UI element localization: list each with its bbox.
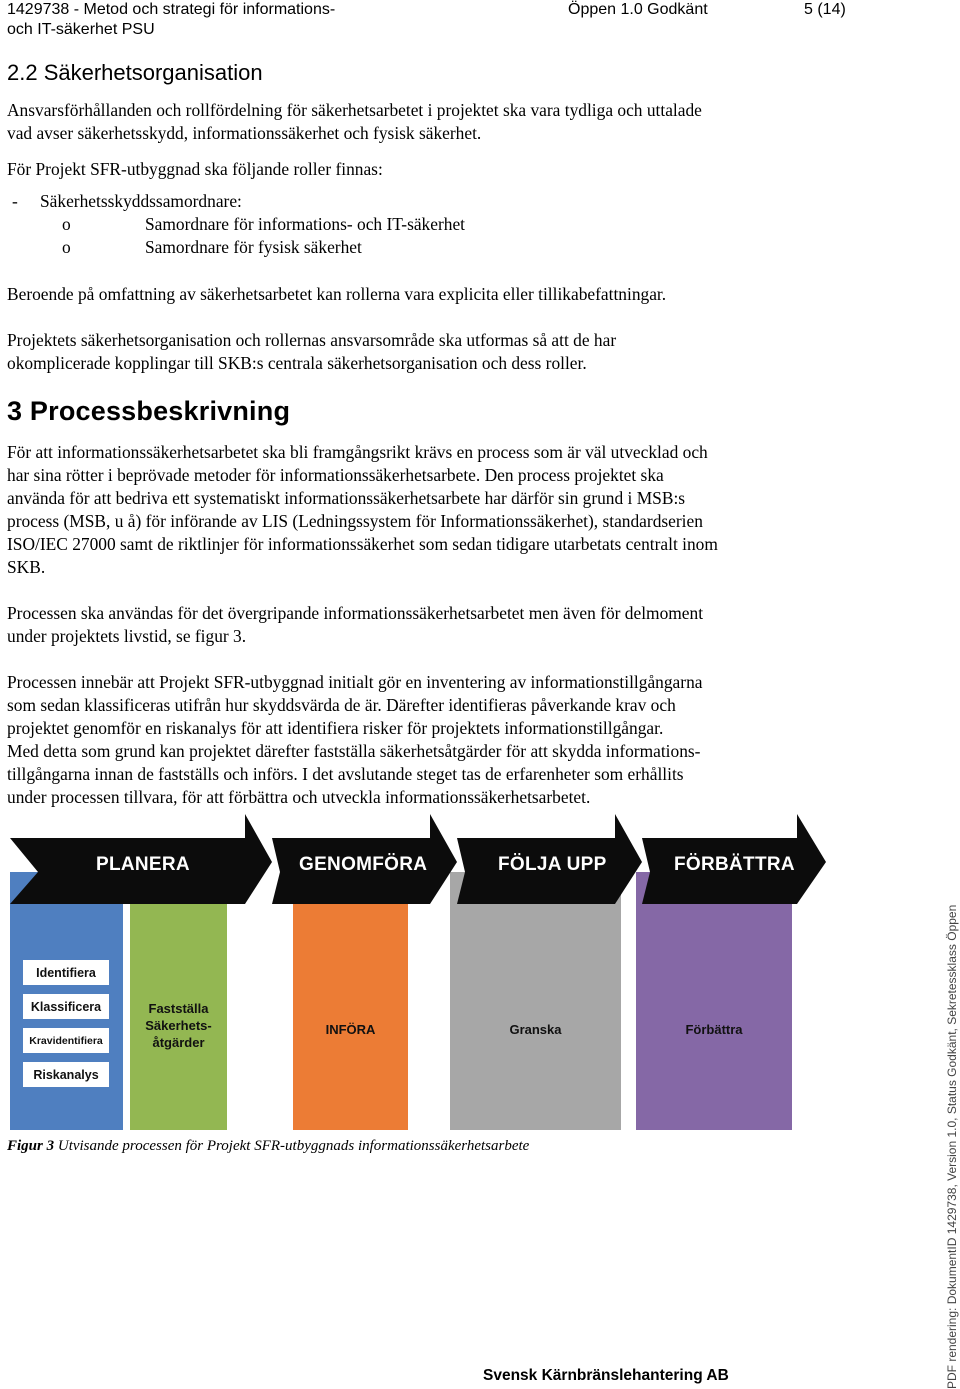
role-list: - Säkerhetsskyddssamordnare: o Samordnare för informations- och IT-säkerhet o Samordnare för fysisk säkerhet	[12, 191, 466, 257]
figure-caption	[7, 1138, 529, 1155]
paragraph-process-1: För att informationssäkerhetsarbetet ska bli framgångsrikt krävs en process som är väl utvecklad och har sina rötter i beprövade metoder för informationssäkerhetsarbete. Den process projektet ska använda för att bedriva ett systematiskt informationssäkerhetsarbete har därför sin grund i MSB:s process (MSB, u å) för införande av LIS (Ledningssystem för Informationssäkerhet), standardserien ISO/IEC 27000 samt de riktlinjer för informationssäkerhet som sedan tidigare utarbetats centralt inom SKB.	[7, 442, 718, 577]
role-sub: Samordnare för fysisk säkerhet	[145, 237, 362, 257]
stage-planera: PLANERA	[96, 854, 190, 875]
doc-id-title: 1429738 - Metod och strategi för informations-	[7, 1, 336, 18]
section-heading-2-2: 2.2 Säkerhetsorganisation	[7, 60, 263, 85]
stage-forbattra: FÖRBÄTTRA	[674, 854, 795, 875]
role-main: Säkerhetsskyddssamordnare:	[40, 191, 242, 211]
label-granska: Granska	[509, 1022, 562, 1037]
box-riskanalys: Riskanalys	[23, 1062, 109, 1087]
page-number: 5 (14)	[804, 1, 846, 18]
paragraph-dependency: Beroende på omfattning av säkerhetsarbetet kan rollerna vara explicita eller tillikabefattningar.	[7, 284, 667, 304]
paragraph-intro: Ansvarsförhållanden och rollfördelning för säkerhetsarbetet i projektet ska vara tydliga och uttalade vad avser säkerhetsskydd, informationssäkerhet och fysisk säkerhet.	[7, 100, 702, 143]
stage-genomfora: GENOMFÖRA	[299, 854, 428, 875]
label-faststalla: Fastställa Säkerhets- åtgärder	[145, 1001, 212, 1050]
column-forbattra	[636, 872, 792, 1130]
paragraph-process-2: Processen ska användas för det övergripande informationssäkerhetsarbetet men även för delmoment under projektets livstid, se figur 3.	[7, 603, 704, 646]
box-klassificera: Klassificera	[23, 994, 109, 1019]
section-heading-3: 3 Processbeskrivning	[7, 396, 291, 426]
label-infora: INFÖRA	[325, 1022, 376, 1037]
box-kravidentifiera: Kravidentifiera	[23, 1028, 109, 1053]
paragraph-process-3: Processen innebär att Projekt SFR-utbyggnad initialt gör en inventering av informationstillgångarna som sedan klassificeras utifrån hur skyddsvärda de är. Därefter identifieras påverkande krav och projektet genomför en riskanalys för att identifiera risker för projektets informationstillgångar. Med detta som grund kan projektet därefter fastställa säkerhetsåtgärder för att skydda informations- tillgångarna innan de fastställs och införs. I det avslutande steget tas de erfarenheter som erhållits under processen tillvara, för att förbättra och utveckla informationssäkerhetsarbetet.	[7, 672, 703, 807]
caption-label: Figur 3	[7, 1138, 55, 1154]
role-sub: Samordnare för informations- och IT-säkerhet	[145, 214, 466, 234]
stage-folja-upp: FÖLJA UPP	[498, 854, 607, 875]
footer-company: Svensk Kärnbränslehantering AB	[483, 1367, 729, 1384]
roles-intro: För Projekt SFR-utbyggnad ska följande roller finnas:	[7, 159, 383, 179]
column-granska	[450, 872, 621, 1130]
column-infora	[293, 872, 408, 1130]
label-forbattra: Förbättra	[685, 1022, 743, 1037]
box-identifiera: Identifiera	[23, 960, 109, 985]
column-faststalla	[130, 872, 227, 1130]
doc-title-cont: och IT-säkerhet PSU	[7, 21, 155, 38]
process-figure	[10, 812, 826, 1132]
doc-status: Öppen 1.0 Godkänt	[568, 1, 708, 18]
column-planera	[10, 872, 123, 1130]
pdf-rendering-note: PDF rendering: DokumentID 1429738, Version 1.0, Status Godkänt, Sekretessklass Öppen	[945, 904, 959, 1389]
caption-text: Utvisande processen för Projekt SFR-utbyggnads informationssäkerhetsarbete	[54, 1138, 530, 1154]
paragraph-organisation: Projektets säkerhetsorganisation och rollernas ansvarsområde ska utformas så att de har okomplicerade kopplingar till SKB:s centrala säkerhetsorganisation och dess roller.	[7, 330, 617, 373]
